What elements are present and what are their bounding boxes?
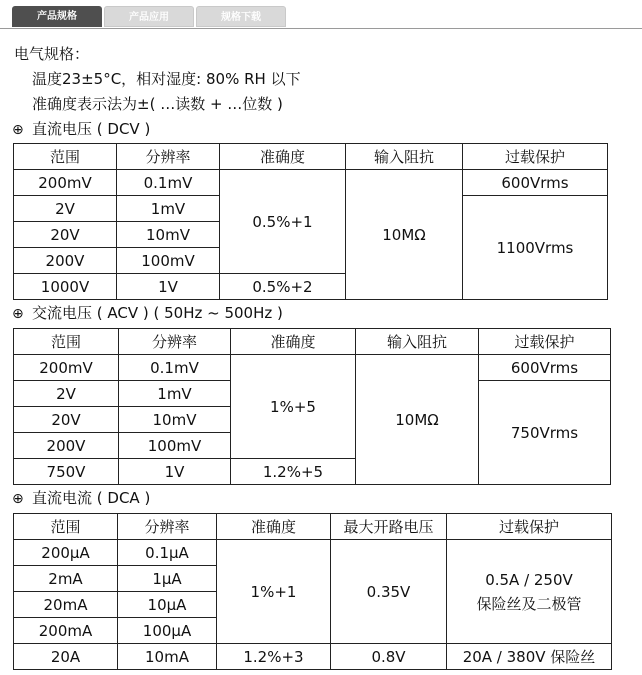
col-accuracy-header: 准确度	[217, 514, 331, 540]
impedance-cell: 10MΩ	[356, 355, 479, 485]
overload-cell: 600Vrms	[463, 170, 608, 196]
dca-section-title: 直流电流 ( DCA )	[32, 489, 151, 507]
overload-cell: 1100Vrms	[463, 196, 608, 300]
range-cell: 20V	[14, 407, 119, 433]
col-overload-header: 过载保护	[447, 514, 612, 540]
table-row	[14, 540, 612, 566]
resolution-cell: 10mV	[117, 222, 220, 248]
range-cell: 20mA	[14, 592, 118, 618]
range-cell: 200mV	[14, 170, 117, 196]
resolution-cell: 1V	[119, 459, 231, 485]
resolution-cell: 10mA	[118, 644, 217, 670]
accuracy-notation: 准确度表示法为±( …读数 + …位数 )	[32, 95, 283, 113]
col-impedance-header: 输入阻抗	[346, 144, 463, 170]
col-resolution-header: 分辨率	[118, 514, 217, 540]
electrical-specs-title: 电气规格：	[14, 45, 90, 63]
range-cell: 2V	[14, 381, 119, 407]
col-overload-header: 过载保护	[479, 329, 611, 355]
accuracy-cell: 1.2%+3	[217, 644, 331, 670]
tab-spec-download[interactable]: 规格下载	[196, 6, 286, 27]
dcv-section-title: 直流电压 ( DCV )	[32, 120, 151, 138]
col-accuracy-header: 准确度	[220, 144, 346, 170]
range-cell: 200V	[14, 248, 117, 274]
max-open-voltage-cell: 0.8V	[331, 644, 447, 670]
resolution-cell: 1V	[117, 274, 220, 300]
range-cell: 200mV	[14, 355, 119, 381]
col-overload-header: 过载保护	[463, 144, 608, 170]
range-cell: 1000V	[14, 274, 117, 300]
dca-table	[13, 513, 612, 670]
test-conditions: 温度23±5°C，相对湿度: 80% RH 以下	[32, 70, 301, 88]
accuracy-cell: 0.5%+1	[220, 170, 346, 274]
range-cell: 2V	[14, 196, 117, 222]
range-cell: 2mA	[14, 566, 118, 592]
range-cell: 200mA	[14, 618, 118, 644]
max-open-voltage-cell: 0.35V	[331, 540, 447, 644]
range-cell: 200V	[14, 433, 119, 459]
circle-plus-icon[interactable]: ⊕	[12, 306, 24, 322]
resolution-cell: 1mV	[119, 381, 231, 407]
acv-section-header[interactable]	[12, 303, 283, 324]
range-cell: 20A	[14, 644, 118, 670]
resolution-cell: 10μA	[118, 592, 217, 618]
overload-cell: 20A / 380V 保险丝	[447, 644, 612, 670]
table-row	[14, 355, 611, 381]
table-row	[14, 644, 612, 670]
accuracy-cell: 1%+1	[217, 540, 331, 644]
table-header-row	[14, 144, 608, 170]
acv-table	[13, 328, 611, 485]
resolution-cell: 10mV	[119, 407, 231, 433]
overload-cell	[447, 540, 612, 644]
col-range-header: 范围	[14, 329, 119, 355]
table-row	[14, 170, 608, 196]
col-accuracy-header: 准确度	[231, 329, 356, 355]
range-cell: 20V	[14, 222, 117, 248]
resolution-cell: 1μA	[118, 566, 217, 592]
resolution-cell: 0.1μA	[118, 540, 217, 566]
table-header-row	[14, 329, 611, 355]
tab-product-applications[interactable]: 产品应用	[104, 6, 194, 27]
col-resolution-header: 分辨率	[119, 329, 231, 355]
acv-section-title: 交流电压 ( ACV ) ( 50Hz ~ 500Hz )	[32, 304, 283, 322]
tab-product-specs[interactable]: 产品规格	[12, 6, 102, 27]
col-max-open-voltage-header: 最大开路电压	[331, 514, 447, 540]
resolution-cell: 100μA	[118, 618, 217, 644]
col-range-header: 范围	[14, 144, 117, 170]
resolution-cell: 0.1mV	[117, 170, 220, 196]
range-cell: 750V	[14, 459, 119, 485]
accuracy-cell: 1.2%+5	[231, 459, 356, 485]
resolution-cell: 0.1mV	[119, 355, 231, 381]
range-cell: 200μA	[14, 540, 118, 566]
col-resolution-header: 分辨率	[117, 144, 220, 170]
col-range-header: 范围	[14, 514, 118, 540]
impedance-cell: 10MΩ	[346, 170, 463, 300]
accuracy-cell: 0.5%+2	[220, 274, 346, 300]
overload-protection-type: 保险丝及二极管	[476, 594, 582, 613]
table-header-row	[14, 514, 612, 540]
resolution-cell: 1mV	[117, 196, 220, 222]
dcv-table	[13, 143, 608, 300]
tab-bar	[0, 0, 642, 29]
circle-plus-icon[interactable]: ⊕	[12, 491, 24, 507]
circle-plus-icon[interactable]: ⊕	[12, 122, 24, 138]
accuracy-cell: 1%+5	[231, 355, 356, 459]
overload-rating: 0.5A / 250V	[485, 570, 573, 589]
overload-cell: 600Vrms	[479, 355, 611, 381]
dca-section-header[interactable]	[12, 488, 150, 509]
col-impedance-header: 输入阻抗	[356, 329, 479, 355]
overload-cell: 750Vrms	[479, 381, 611, 485]
dcv-section-header[interactable]	[12, 119, 150, 140]
resolution-cell: 100mV	[117, 248, 220, 274]
resolution-cell: 100mV	[119, 433, 231, 459]
